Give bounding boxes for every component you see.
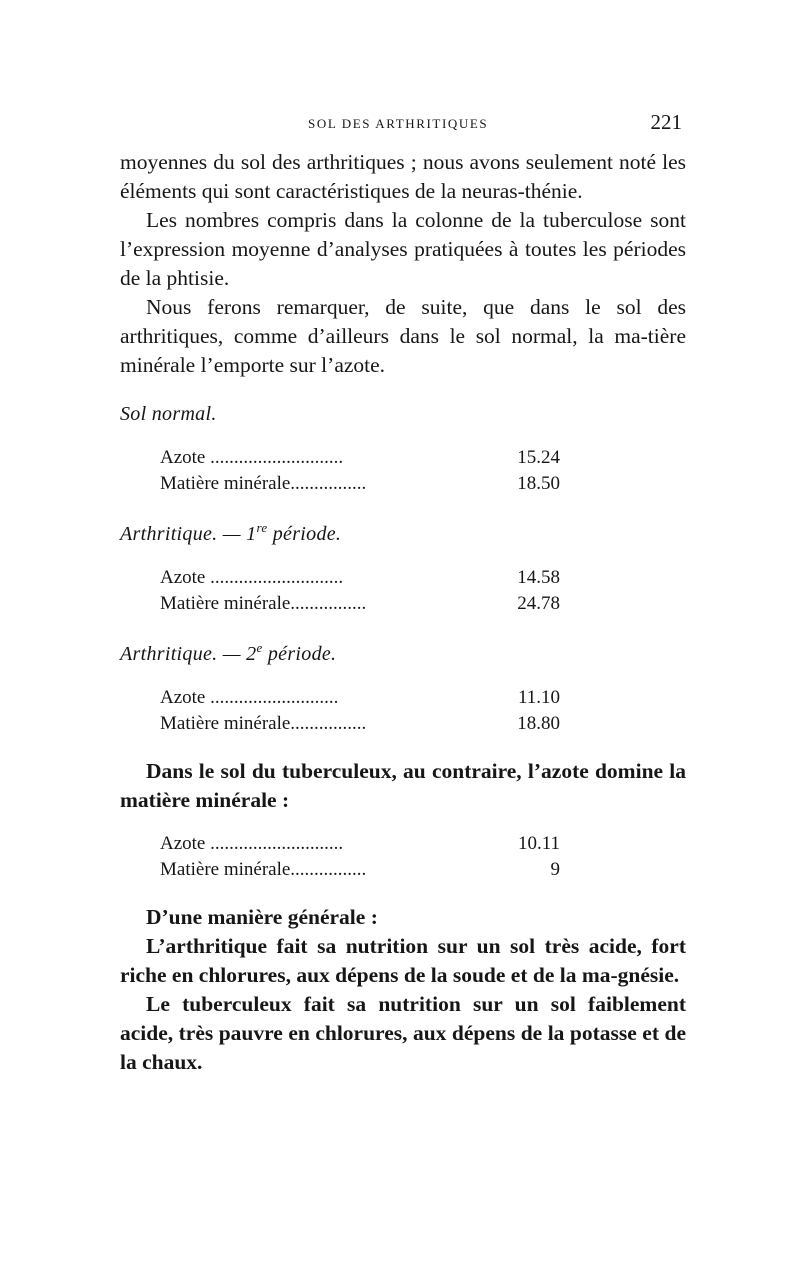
table-row bbox=[160, 685, 560, 711]
table-row bbox=[160, 857, 560, 883]
section-title-text: période. bbox=[262, 643, 337, 665]
paragraph-tuberculose: Les nombres compris dans la colonne de la tuberculose sont l’expression moyenne d’analyses pratiquées à toutes les périodes de la phtisie. bbox=[120, 208, 686, 290]
paragraph-remarque: Nous ferons remarquer, de suite, que dans le sol des arthritiques, comme d’ailleurs dans le sol normal, la ma-tière minérale l’emporte sur l’azote. bbox=[120, 295, 686, 377]
row-value: 15.24 bbox=[517, 447, 560, 468]
table-row bbox=[160, 831, 560, 857]
row-value: 18.50 bbox=[517, 473, 560, 494]
section-title-period-2 bbox=[120, 633, 686, 669]
section-title-text: période. bbox=[267, 523, 342, 545]
section-title-text: Arthritique. — 2 bbox=[120, 643, 257, 665]
row-label: Matière minérale................ bbox=[160, 593, 367, 614]
table-row bbox=[160, 591, 560, 617]
row-value: 18.80 bbox=[517, 713, 560, 734]
row-label: Azote ............................ bbox=[160, 567, 344, 588]
table-row bbox=[160, 471, 560, 497]
row-value: 10.11 bbox=[517, 833, 560, 854]
table-period-1 bbox=[160, 565, 560, 617]
row-label: Matière minérale................ bbox=[160, 713, 367, 734]
page-header bbox=[120, 112, 682, 140]
table-row bbox=[160, 565, 560, 591]
table-period-2 bbox=[160, 685, 560, 737]
row-value: 9 bbox=[550, 859, 560, 880]
section-title-superscript: re bbox=[256, 520, 268, 535]
table-tuberculeux bbox=[160, 831, 560, 883]
row-label: Azote ............................ bbox=[160, 833, 344, 854]
table-row bbox=[160, 445, 560, 471]
table-row bbox=[160, 711, 560, 737]
paragraph-continuation: moyennes du sol des arthritiques ; nous avons seulement noté les éléments qui sont caractéristiques de la neuras-thénie. bbox=[120, 150, 686, 203]
section-title-normal: Sol normal. bbox=[120, 403, 217, 425]
page-number: 221 bbox=[650, 110, 682, 134]
table-normal bbox=[160, 445, 560, 497]
row-value: 24.78 bbox=[517, 593, 560, 614]
paragraph-arthritique: L’arthritique fait sa nutrition sur un sol très acide, fort riche en chlorures, aux dépens de la soude et de la ma-gnésie. bbox=[120, 934, 686, 987]
row-label: Matière minérale................ bbox=[160, 473, 367, 494]
page-body bbox=[120, 148, 686, 1077]
section-title-superscript: e bbox=[256, 640, 263, 655]
paragraph-maniere-generale: D’une manière générale : bbox=[146, 905, 378, 929]
row-label: Azote ............................ bbox=[160, 447, 344, 468]
row-label: Azote ........................... bbox=[160, 687, 339, 708]
paragraph-tuberculeux: Dans le sol du tuberculeux, au contraire, l’azote domine la matière minérale : bbox=[120, 759, 686, 812]
section-title-period-1 bbox=[120, 513, 686, 549]
row-value: 14.58 bbox=[517, 567, 560, 588]
running-head: SOL DES ARTHRITIQUES bbox=[308, 116, 489, 131]
section-title-text: Arthritique. — 1 bbox=[120, 523, 257, 545]
paragraph-tuberculeux-nutrition: Le tuberculeux fait sa nutrition sur un sol faiblement acide, très pauvre en chlorures, aux dépens de la potasse et de la chaux. bbox=[120, 992, 686, 1074]
row-value: 11.10 bbox=[517, 687, 560, 708]
row-label: Matière minérale................ bbox=[160, 859, 367, 880]
